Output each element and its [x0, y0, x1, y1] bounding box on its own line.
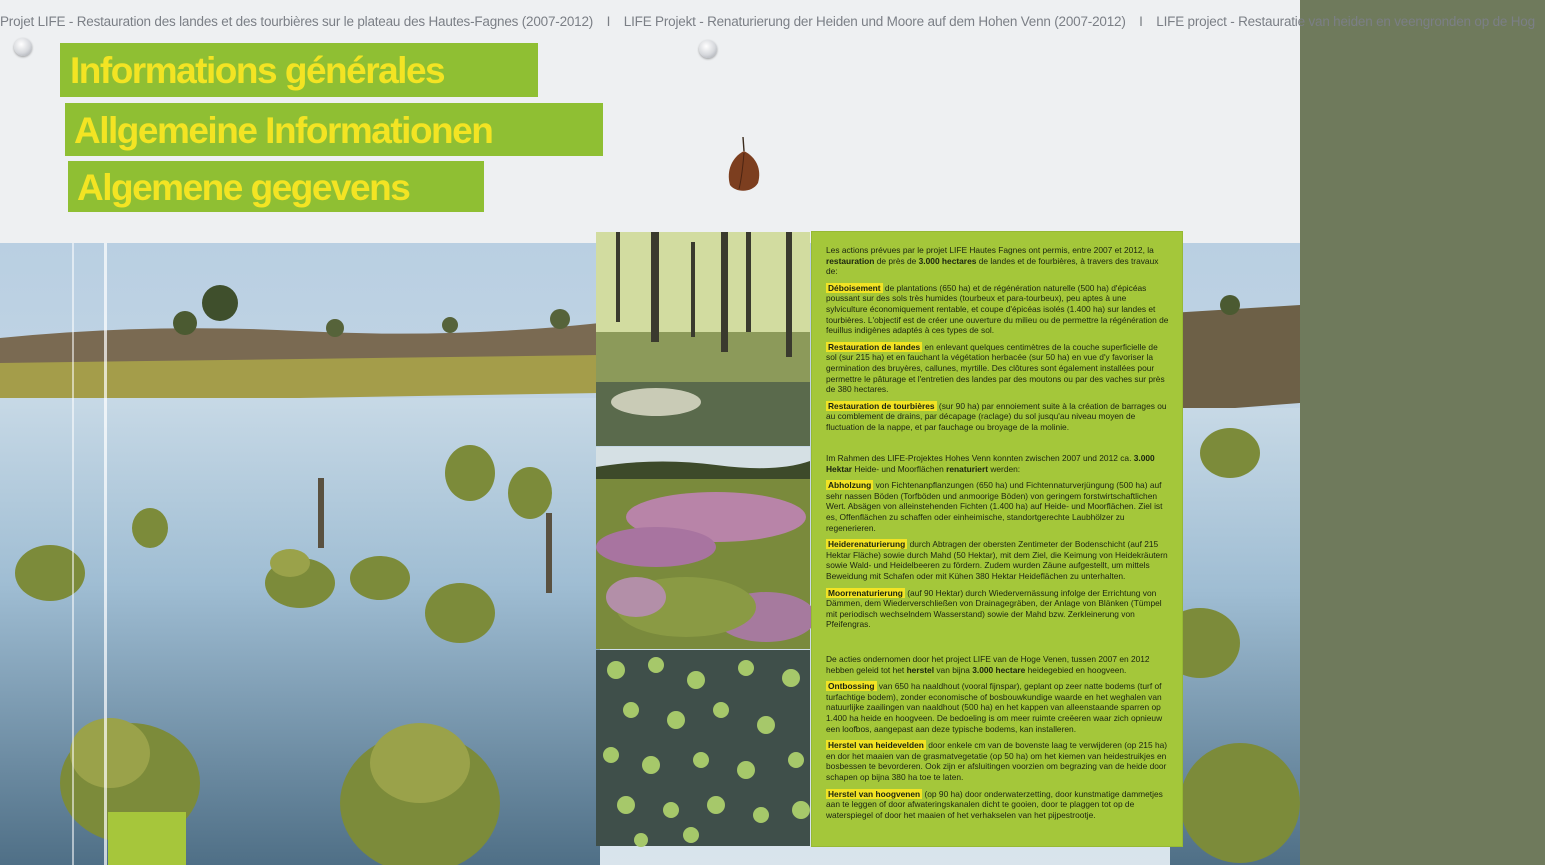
title-nl: Algemene gegevens	[77, 167, 410, 208]
highlight-label: Heiderenaturierung	[828, 539, 906, 550]
highlight-label: Déboisement	[828, 282, 881, 293]
highlight-label: Herstel van heidevelden	[828, 740, 924, 751]
header-separator: I	[606, 14, 611, 29]
screw-icon	[14, 38, 32, 56]
paragraph-de-heide: Heiderenaturierung durch Abtragen der obersten Zentimeter der Bodenschicht (auf 215 Hektar Fläche) sowie durch Mahd (50 Hektar), mit dem Ziel, die Keimung von Heidekräutern sowie Wald- und Heidelbeeren zu fördern. Zudem wurden Zäune aufgestellt, um mittels Beweidung mit Schafen oder mit Kühen 380 Hektar Heideflächen zu unterhalten.	[826, 539, 1168, 581]
paragraph-nl-hoogvenen: Herstel van hoogvenen (op 90 ha) door onderwaterzetting, door kunstmatige dammetjes aan te leggen of door afwateringskanalen dicht te gooien, door te plaggen tot op de waterspiegel of door het maaien of het verhakselen van het pijpestrootje.	[826, 788, 1163, 820]
paragraph-fr-deboisement: Déboisement de plantations (650 ha) et de régénération naturelle (500 ha) d'épicéas poussant sur des sols très humides (tourbeux et para-tourbeux), peu aptes à une sylviculture économiquement rentable, et coupe d'épicéas isolés (1.400 ha) sur landes et tourbières. L'objectif est de créer une ouverture du milieu ou de permettre la régénération de feuillus indigènes adaptés à ces types de sol.	[826, 282, 1169, 336]
highlight-label: Restauration de landes	[828, 341, 921, 352]
header-separator: I	[1139, 14, 1143, 29]
highlight-label: Ontbossing	[828, 681, 875, 692]
divider-line	[104, 243, 107, 865]
highlight-label: Moorrenaturierung	[828, 587, 903, 598]
paragraph-fr-intro: Les actions prévues par le projet LIFE Hautes Fagnes ont permis, entre 2007 et 2012, la restauration de près de 3.000 hectares de landes et de fourbières, à travers des travaux de:	[826, 245, 1159, 277]
heather-photo	[596, 447, 810, 649]
sphagnum-moss-photo	[596, 650, 810, 846]
title-de: Allgemeine Informationen	[74, 110, 493, 151]
title-fr: Informations générales	[70, 50, 445, 91]
divider-line	[72, 243, 74, 865]
header-text-fr: Projet LIFE - Restauration des landes et des tourbières sur le plateau des Hautes-Fagnes (2007-2012)	[0, 14, 594, 29]
highlight-label: Abholzung	[828, 480, 872, 491]
header-strip	[0, 14, 1535, 29]
header-text-de: LIFE Projekt - Renaturierung der Heiden und Moore auf dem Hohen Venn (2007-2012)	[623, 14, 1126, 29]
text-block-de	[826, 453, 1170, 636]
info-text-panel	[812, 232, 1182, 846]
paragraph-fr-landes: Restauration de landes en enlevant quelques centimètres de la couche superficielle de sol (sur 215 ha) et en fauchant la végétation herbacée (sur 50 ha) en vue d'y favoriser la germination des bruyères, callunes, myrtille. Des clôtures sont également installées pour permettre le pâturage et l'entretien des landes par des moutons ou par des vaches sur près de 380 hectares.	[826, 341, 1165, 395]
screw-icon	[699, 40, 717, 58]
paragraph-fr-tourbieres: Restauration de tourbières (sur 90 ha) par ennoiement suite à la création de barrages ou au comblement de drains, par décapage (raclage) du sol jusqu'au niveau moyen de fluctuation de la nappe, et par fauchage ou broyage de la molinie.	[826, 400, 1167, 432]
paragraph-de-abholzung: Abholzung von Fichtenanpflanzungen (650 ha) und Fichtennaturverjüngung (500 ha) auf sehr nassen Böden (Torfböden und anmoorige Böden) von geringem forstwirtschaftlichen Wert. Absägen von alleinstehenden Fichten (1.400 ha) auf Heide- und Moorflächen. Ziel ist es, Offenflächen zu schaffen oder einheimische, standortgerechte Laubhölzer zu regenerieren.	[826, 480, 1163, 533]
paragraph-de-moor: Moorrenaturierung (auf 90 Hektar) durch Wiedervernässung infolge der Errichtung von Dämmen, dem Wiederverschließen von Drainagegräben, der Anlage von Blänken (Tümpel mit periodisch wechselndem Wasserstand) sowie der Mahd bzw. Zerkleinerung von Pfeifengras.	[826, 587, 1162, 630]
paragraph-de-intro: Im Rahmen des LIFE-Projektes Hohes Venn konnten zwischen 2007 und 2012 ca. 3.000 Hektar Heide- und Moorflächen renaturiert werden:	[826, 453, 1155, 474]
paragraph-nl-heidevelden: Herstel van heidevelden door enkele cm van de bovenste laag te verwijderen (op 215 ha) en dor het maaien van de grasmatvegetatie (op 50 ha) om het kiemen van heidestruikjes en bosbessen te bevorderen. Ook zijn er afsluitingen voorzien om begrazing van de heide door schapen op bijna 380 ha toe te laten.	[826, 740, 1168, 782]
text-block-fr	[826, 245, 1170, 439]
green-block	[108, 812, 186, 865]
birch-forest-photo	[596, 232, 810, 446]
text-block-nl	[826, 654, 1170, 826]
paragraph-nl-intro: De acties ondernomen door het project LIFE van de Hoge Venen, tussen 2007 en 2012 hebben geleid tot het herstel van bijna 3.000 hectare heidegebied en hoogveen.	[826, 654, 1150, 675]
highlight-label: Herstel van hoogvenen	[828, 788, 921, 799]
highlight-label: Restauration de tourbières	[828, 400, 935, 411]
header-text-nl: LIFE project - Restauratie van heiden en veengronden op de Hog	[1156, 14, 1535, 29]
paragraph-nl-ontbossing: Ontbossing van 650 ha naaldhout (vooral fijnspar), geplant op zeer natte bodems (turf of turfachtige bodem), zonder economische of bosbouwkundige waarde en het weghalen van natuurlijke zaailingen van naaldhout (500 ha) en het kappen van alleenstaande sparren op 1.400 ha heide en hoogveen. De bedoeling is om meer ruimte creëeren waar zich opnieuw een loofbos, aangepast aan deze typische bodems, kan installeren.	[826, 681, 1163, 734]
dry-leaf-icon	[726, 135, 760, 195]
